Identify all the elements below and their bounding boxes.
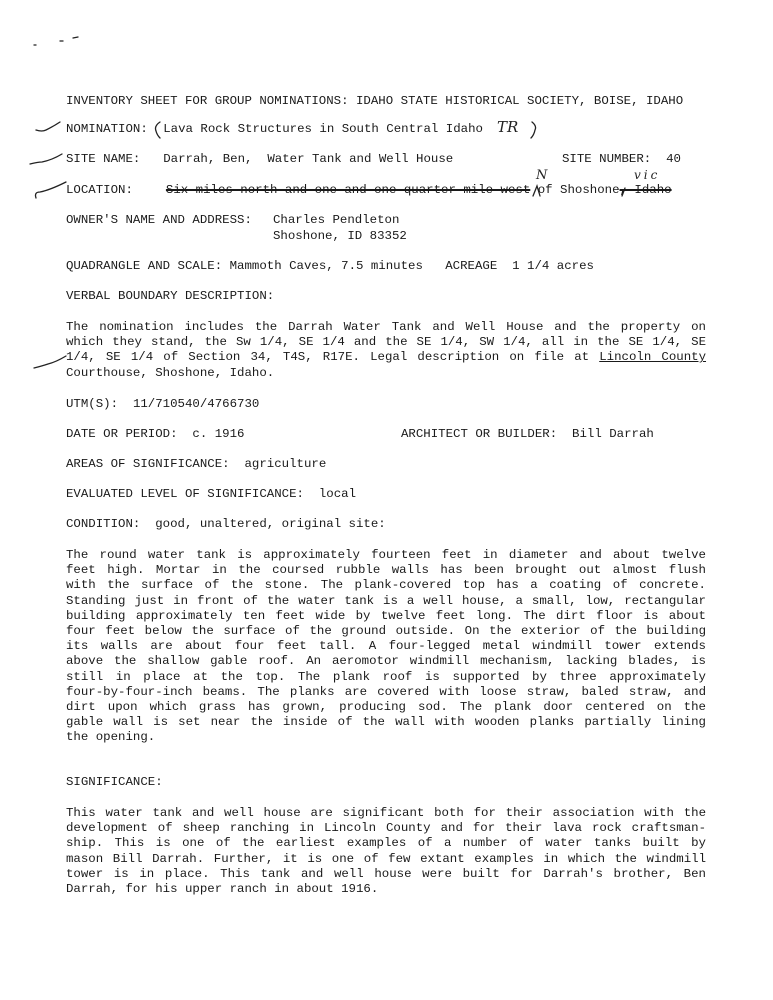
corner-specks bbox=[34, 37, 78, 45]
nomination-label: NOMINATION: bbox=[66, 122, 148, 136]
site-number-row bbox=[562, 152, 681, 167]
evaluated-row bbox=[66, 487, 356, 502]
location-row bbox=[66, 183, 672, 198]
checkmark-boundary bbox=[34, 356, 66, 368]
checkmark-site-name bbox=[30, 154, 62, 164]
description-line: feet high. Mortar in the coursed rubble walls has been brought out almost flush bbox=[66, 563, 706, 578]
site-name-value: Darrah, Ben, Water Tank and Well House bbox=[163, 152, 454, 166]
significance-line: development of sheep ranching in Lincoln County and for their lava rock craftsman- bbox=[66, 821, 706, 836]
location-struck-text: Six miles north and one-and-one-quarter mile west bbox=[165, 183, 531, 197]
date-value: c. 1916 bbox=[192, 427, 245, 441]
owner-name: Charles Pendleton bbox=[273, 213, 400, 227]
quadrangle-label: QUADRANGLE AND SCALE: bbox=[66, 259, 223, 273]
quadrangle-row bbox=[66, 259, 594, 274]
description-line: The round water tank is approximately fourteen feet in diameter and about twelve bbox=[66, 548, 706, 562]
description-line: its walls are about four feet tall. A four-legged metal windmill tower extends bbox=[66, 639, 706, 654]
nomination-handwritten-suffix: TR bbox=[497, 118, 519, 136]
acreage-label: ACREAGE bbox=[445, 259, 498, 273]
description-line: four-by-four-inch beams. The planks are covered with loose straw, baled straw, and bbox=[66, 684, 706, 699]
areas-row bbox=[66, 457, 326, 472]
significance-line: mason Bill Darrah. Further, it is one of few extant examples in which the windmill bbox=[66, 851, 706, 866]
description-line: dirt upon which grass has grown, producing sod. The plank door centered on the bbox=[66, 699, 706, 714]
evaluated-value: local bbox=[318, 487, 357, 501]
boundary-text bbox=[66, 320, 706, 381]
location-handwritten-vic: vic bbox=[634, 168, 661, 182]
utm-value: 11/710540/4766730 bbox=[132, 397, 260, 411]
significance-line: This water tank and well house are significant both for their association with the bbox=[66, 806, 706, 820]
location-handwritten-n: N bbox=[536, 168, 548, 183]
boundary-line: The nomination includes the Darrah Water Tank and Well House and the property on bbox=[66, 320, 706, 334]
checkmark-nomination bbox=[36, 122, 60, 131]
checkmark-location bbox=[36, 182, 67, 198]
quadrangle-value: Mammoth Caves, 7.5 minutes bbox=[229, 259, 423, 273]
nomination-value: Lava Rock Structures in South Central Idaho bbox=[163, 122, 483, 136]
bracket-nomination-close bbox=[531, 122, 536, 138]
description-line: four feet below the surface of the ground outside. On the exterior of the building bbox=[66, 623, 706, 638]
utm-label: UTM(S): bbox=[66, 397, 119, 411]
description-line: Standing just in front of the water tank is a well house, a small, low, rectangular bbox=[66, 593, 706, 608]
description-line: building approximately ten feet wide by twelve feet long. The dirt floor is about bbox=[66, 608, 706, 623]
architect-label: ARCHITECT OR BUILDER: bbox=[401, 427, 558, 441]
condition-row bbox=[66, 517, 386, 532]
owner-label: OWNER'S NAME AND ADDRESS: bbox=[66, 213, 252, 227]
description-line: the opening. bbox=[66, 730, 156, 745]
description-line: above the shallow gable roof. An aeromotor windmill mechanism, lacking blades, is bbox=[66, 654, 706, 669]
boundary-underlined-county: Lincoln County bbox=[599, 350, 707, 365]
significance-line: tower is in place. This tank and well house were built for Darrah's brother, Ben bbox=[66, 866, 706, 881]
architect-row bbox=[401, 427, 654, 442]
location-town: Shoshone bbox=[560, 183, 620, 197]
boundary-line: Courthouse, Shoshone, Idaho. bbox=[66, 365, 275, 380]
architect-value: Bill Darrah bbox=[572, 427, 654, 441]
nomination-row bbox=[66, 122, 483, 137]
condition-label: CONDITION: bbox=[66, 517, 141, 531]
areas-value: agriculture bbox=[244, 457, 327, 471]
utm-row bbox=[66, 397, 259, 412]
site-number-value: 40 bbox=[666, 152, 681, 166]
page-header: INVENTORY SHEET FOR GROUP NOMINATIONS: IDAHO STATE HISTORICAL SOCIETY, BOISE, IDAHO bbox=[66, 94, 684, 108]
site-name-row bbox=[66, 152, 453, 167]
description-text bbox=[66, 548, 706, 745]
acreage-value: 1 1/4 acres bbox=[512, 259, 594, 273]
evaluated-label: EVALUATED LEVEL OF SIGNIFICANCE: bbox=[66, 487, 304, 501]
date-label: DATE OR PERIOD: bbox=[66, 427, 178, 441]
boundary-line: 1/4, SE 1/4 of Section 34, T4S, R17E. Legal description on file at Lincoln County bbox=[66, 350, 707, 365]
significance-line: ship. This is one of the earliest examples of a number of water tanks built by bbox=[66, 836, 706, 851]
description-line: gable wall is set near the inside of the wall with wooden planks partially lining bbox=[66, 715, 706, 730]
significance-line: Darrah, for his upper ranch in about 1916. bbox=[66, 881, 379, 896]
location-label: LOCATION: bbox=[66, 183, 133, 197]
boundary-line: which they stand, the Sw 1/4, SE 1/4 and the SE 1/4, SW 1/4, all in the SE 1/4, SE bbox=[66, 335, 706, 350]
significance-text bbox=[66, 806, 706, 897]
areas-label: AREAS OF SIGNIFICANCE: bbox=[66, 457, 230, 471]
site-name-label: SITE NAME: bbox=[66, 152, 141, 166]
boundary-label: VERBAL BOUNDARY DESCRIPTION: bbox=[66, 289, 275, 303]
location-struck-state: , Idaho bbox=[619, 183, 672, 197]
date-row bbox=[66, 427, 244, 442]
site-number-label: SITE NUMBER: bbox=[562, 152, 652, 166]
significance-label: SIGNIFICANCE: bbox=[66, 775, 163, 789]
description-line: still in place at the top. The plank roof is supported by three approximately bbox=[66, 669, 706, 684]
location-of: of bbox=[537, 183, 553, 197]
condition-value: good, unaltered, original site: bbox=[155, 517, 386, 531]
description-line: with the surface of the stone. The plank-covered top has a coating of concrete. bbox=[66, 578, 706, 593]
owner-address: Shoshone, ID 83352 bbox=[273, 229, 407, 243]
